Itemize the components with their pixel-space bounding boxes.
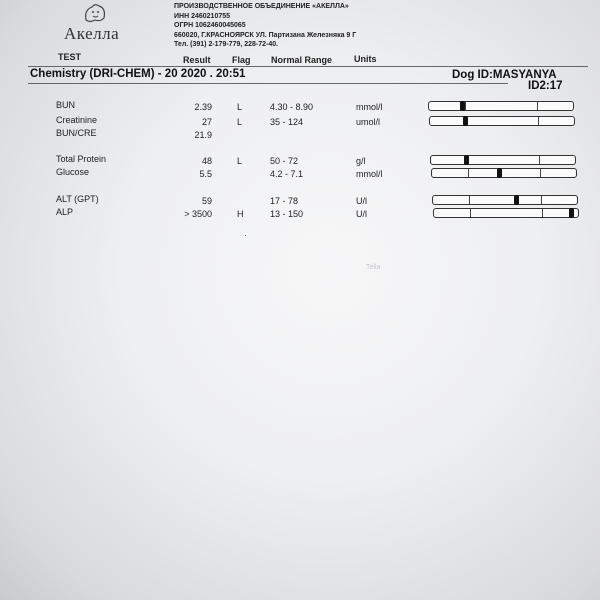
logo-text: Акелла [64,24,120,43]
test-name: Glucose [56,167,90,177]
test-name: ALP [56,207,74,217]
col-flag: Flag [232,55,251,65]
range-bar [432,195,578,205]
units-value: U/l [356,209,367,219]
report-title: Chemistry (DRI-CHEM) - 20 2020 . 20:51 [30,68,246,80]
range-bar-tick [470,209,471,217]
flag-value: L [237,156,243,166]
header-divider [28,66,588,67]
normal-range: 4.30 - 8.90 [270,102,314,112]
company-address: 660020, Г.КРАСНОЯРСК УЛ. Партизана Железняка 9 Г [174,31,357,39]
range-bar-tick [541,196,542,204]
result-value: > 3500 [184,209,212,219]
test-name: ALT (GPT) [56,194,99,204]
dog-logo-icon [80,2,110,24]
patient-id2: ID2:17 [528,80,563,92]
flag-value: L [237,117,243,127]
result-value: 27 [201,117,212,127]
company-logo [58,2,138,48]
units-value: g/l [356,156,366,166]
range-bar-tick [538,117,539,125]
flag-value: H [237,209,244,219]
units-value: umol/l [356,117,381,127]
test-name: Total Protein [56,154,107,164]
patient-id: Dog ID:MASYANYA [452,69,557,81]
result-value: 59 [201,196,212,206]
col-test: TEST [58,52,82,62]
test-name: BUN [56,100,76,110]
normal-range: 13 - 150 [270,209,304,219]
range-bar [429,116,575,126]
col-units: Units [354,54,377,64]
normal-range: 50 - 72 [270,156,299,166]
range-bar-tick [469,196,470,204]
company-inn: ИНН 2460210755 [174,12,231,20]
col-result: Result [183,55,211,65]
result-marker [463,116,468,126]
range-bar-tick [465,102,466,110]
range-bar-tick [540,169,541,177]
range-bar-tick [537,102,538,110]
flag-value: L [237,102,243,112]
range-bar-tick [539,156,540,164]
stray-dot: · [244,230,247,240]
normal-range: 4.2 - 7.1 [270,169,304,179]
range-bar [431,168,577,178]
result-marker [464,155,469,165]
company-name: ПРОИЗВОДСТВЕННОЕ ОБЪЕДИНЕНИЕ «АКЕЛЛА» [174,3,349,10]
units-value: U/l [356,196,367,206]
result-marker [569,208,574,218]
result-value: 48 [201,156,212,166]
result-marker [460,101,465,111]
result-marker [514,195,519,205]
company-phone: Тел. (391) 2-179-779, 228-72-40. [174,41,279,48]
test-name: Creatinine [56,115,98,125]
letterhead [174,2,356,50]
result-value: 21.9 [194,130,212,140]
faint-mark: Tella [366,264,381,271]
units-value: mmol/l [356,102,383,112]
range-bar [433,208,579,218]
range-bar [428,101,574,111]
result-value: 2.39 [194,102,212,112]
normal-range: 17 - 78 [270,196,299,206]
units-value: mmol/l [356,169,383,179]
result-value: 5.5 [199,169,212,179]
range-bar-tick [468,169,469,177]
normal-range: 35 - 124 [270,117,304,127]
range-bar [430,155,576,165]
title-divider [28,83,508,84]
range-bar-tick [542,209,543,217]
col-normal-range: Normal Range [271,55,333,65]
company-ogrn: ОГРН 1062460045065 [174,22,246,29]
test-name: BUN/CRE [56,128,97,138]
result-marker [497,168,502,178]
